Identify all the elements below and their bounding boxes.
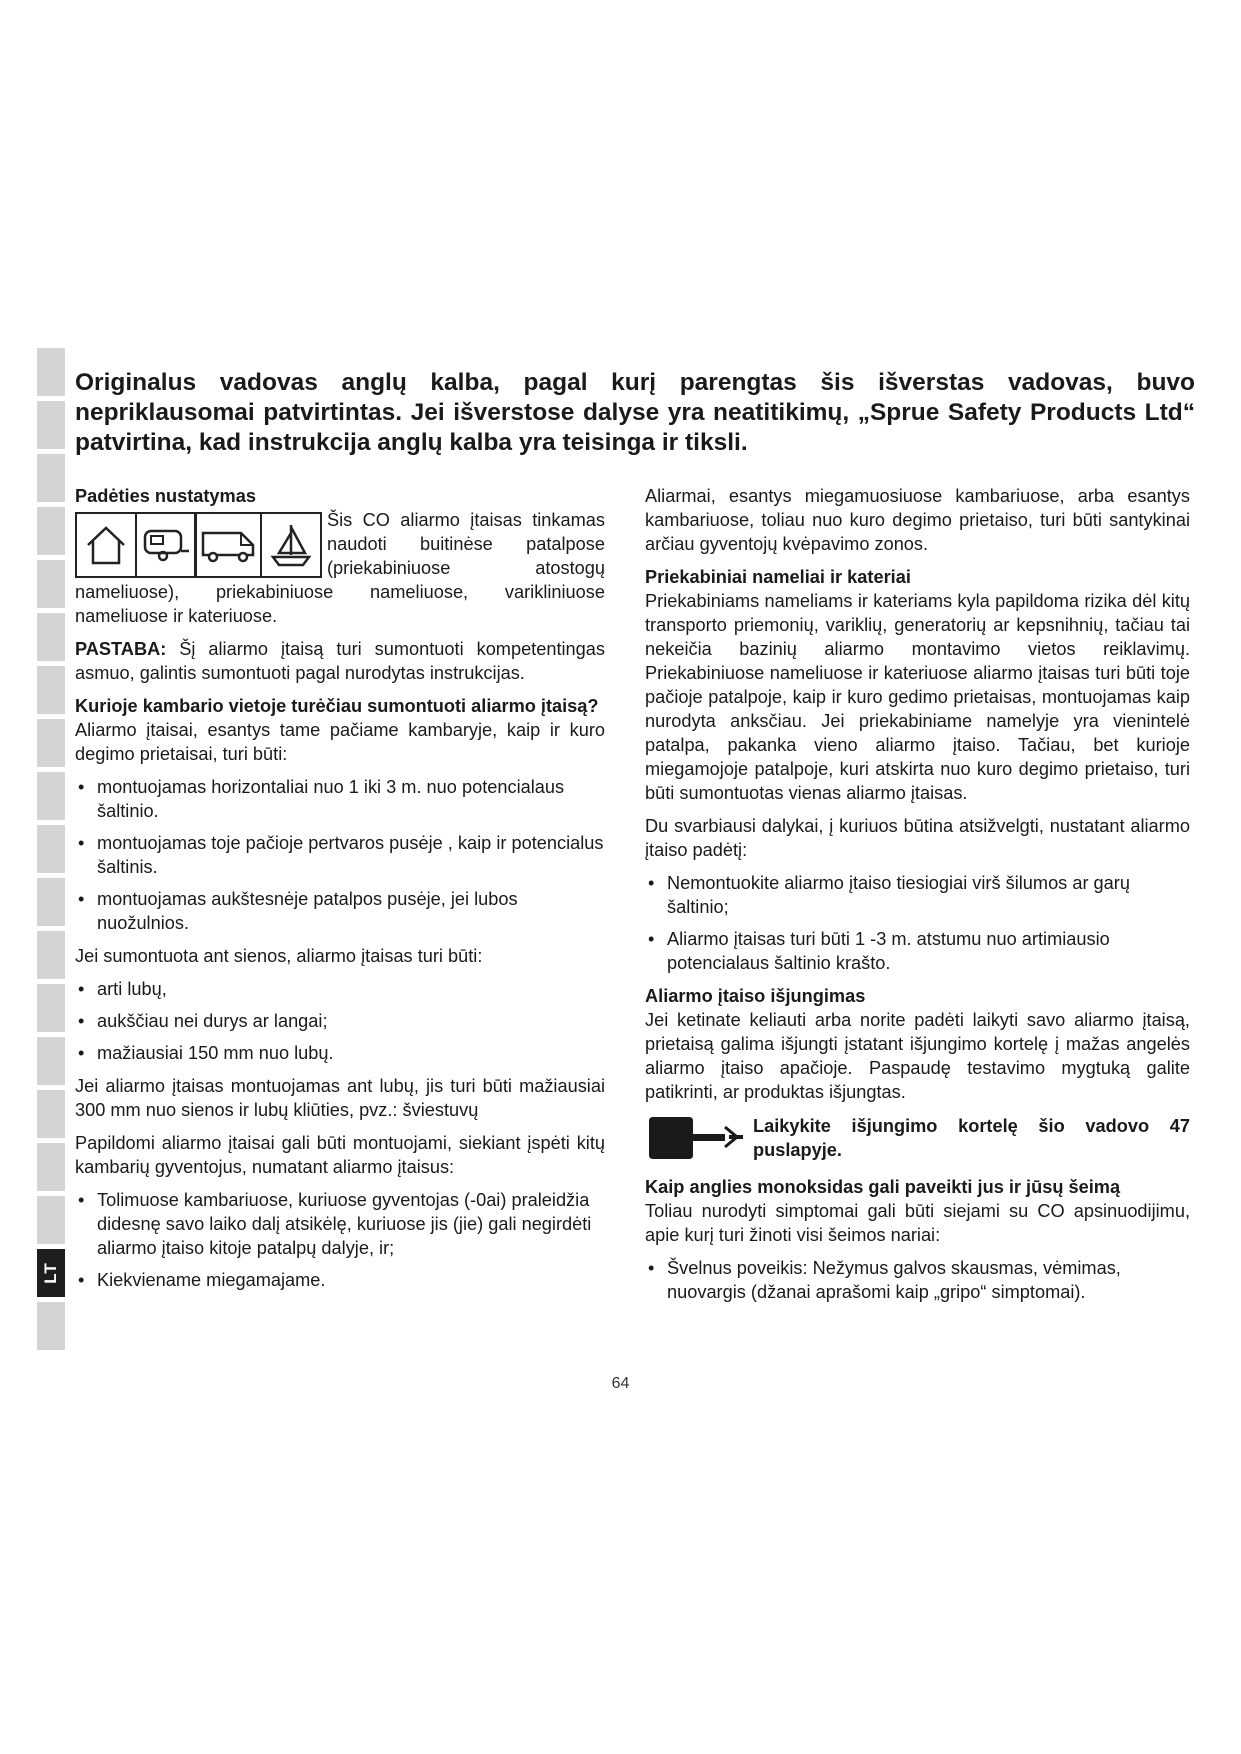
list-item: • Aliarmo įtaisas turi būti 1 -3 m. atstumu nuo artimiausio potencialaus šaltinio krašto.: [645, 927, 1190, 975]
heading-switching-off: Aliarmo įtaiso išjungimas: [645, 986, 866, 1006]
heading-positioning: Padėties nustatymas: [75, 486, 256, 506]
side-tab: [37, 348, 65, 396]
caravan-icon: [135, 512, 197, 578]
caravans-paragraph: Priekabiniams nameliams ir kateriams kyla papildoma rizika dėl kitų transporto priemonių, variklių, generatorių ar kepsnihnių, tačiau tai nekeičia bazinių aliarmo montavimo vietos reiklavimų. Priekabiniuose nameliuose ir kateriuose aliarmo įtaisas turi būti toje pačioje patalpoje, kaip ir kuro gedimo prietaisas, montuojamas kaip nurodyta anksčiau. Jei priekabiniame namelyje yra vienintelė patalpa, pakanka vieno aliarmo įtaiso. Tačiau, bet kurioje miegamojoje patalpoje, kuri atskirta nuo kuro degimo prietaiso, turi būti sumontuotas vienas aliarmo įtaisas.: [645, 591, 1190, 803]
list-item: • arti lubų,: [75, 977, 605, 1001]
motorhome-icon: [194, 512, 262, 578]
card-note-text: Laikykite išjungimo kortelę šio vadovo 47 puslapyje.: [753, 1116, 1190, 1160]
additional-alarms-list: [75, 1188, 605, 1292]
side-tab: [37, 772, 65, 820]
list-item: • aukščiau nei durys ar langai;: [75, 1009, 605, 1033]
side-tab: [37, 825, 65, 873]
list-item: • montuojamas toje pačioje pertvaros pusėje , kaip ir potencialus šaltinis.: [75, 831, 605, 879]
heading-co-effects: Kaip anglies monoksidas gali paveikti jus ir jūsų šeimą: [645, 1177, 1121, 1197]
right-column: [645, 484, 1190, 1313]
side-tab: [37, 1302, 65, 1350]
list-item: • montuojamas aukštesnėje patalpos pusėje, jei lubos nuožulnios.: [75, 887, 605, 935]
wall-mount-paragraph: Jei sumontuota ant sienos, aliarmo įtaisas turi būti:: [75, 946, 483, 966]
page-number: 64: [611, 1375, 630, 1392]
list-item: • montuojamas horizontaliai nuo 1 iki 3 m. nuo potencialaus šaltinio.: [75, 775, 605, 823]
side-tab: [37, 719, 65, 767]
left-column: [75, 484, 605, 1301]
location-icons: [75, 512, 319, 578]
side-tab: [37, 666, 65, 714]
side-tab: [37, 1143, 65, 1191]
side-tab: [37, 931, 65, 979]
wall-mount-list: [75, 977, 605, 1065]
card-note: [645, 1113, 1190, 1163]
switch-off-card-icon: [645, 1113, 745, 1163]
bedroom-alarms-paragraph: Aliarmai, esantys miegamuosiuose kambariuose, arba esantys kambariuose, toliau nuo kuro degimo prietaiso, turi būti santykinai arčiau gyventojų kvėpavimo zonos.: [645, 486, 1190, 554]
side-tab: [37, 560, 65, 608]
list-item: • Tolimuose kambariuose, kuriuose gyventojas (-0ai) praleidžia didesnę savo laiko dalį atsikėlę, kuriuose jis (jie) gali negirdėti aliarmo įtaiso kitoje patalpų dalyje, ir;: [75, 1188, 605, 1260]
list-item: • mažiausiai 150 mm nuo lubų.: [75, 1041, 605, 1065]
side-tab-label: LT: [40, 1262, 60, 1284]
side-tab: [37, 1037, 65, 1085]
side-tabs: [37, 348, 65, 1355]
note-paragraph: [75, 637, 605, 685]
note-label: PASTABA:: [75, 639, 167, 659]
side-tab: [37, 507, 65, 555]
ceiling-mount-paragraph: Jei aliarmo įtaisas montuojamas ant lubų, jis turi būti mažiausiai 300 mm nuo sienos ir lubų kliūties, pvz.: šviestuvų: [75, 1076, 605, 1120]
side-tab: [37, 878, 65, 926]
same-room-list: [75, 775, 605, 935]
side-tab-lt: [37, 1249, 65, 1297]
side-tab: [37, 613, 65, 661]
side-tab: [37, 1196, 65, 1244]
key-points-list: [645, 871, 1190, 975]
side-tab: [37, 401, 65, 449]
list-item: • Švelnus poveikis: Nežymus galvos skausmas, vėmimas, nuovargis (džanai aprašomi kaip „gripo“ simptomai).: [645, 1256, 1190, 1304]
heading-where-to-install: Kurioje kambario vietoje turėčiau sumontuoti aliarmo įtaisą?: [75, 696, 599, 716]
list-item: • Nemontuokite aliarmo įtaiso tiesiogiai virš šilumos ar garų šaltinio;: [645, 871, 1190, 919]
boat-icon: [260, 512, 322, 578]
same-room-paragraph: Aliarmo įtaisai, esantys tame pačiame kambaryje, kaip ir kuro degimo prietaisai, turi būti:: [75, 720, 605, 764]
heading-caravans-boats: Priekabiniai nameliai ir kateriai: [645, 567, 911, 587]
side-tab: [37, 454, 65, 502]
key-points-paragraph: Du svarbiausi dalykai, į kuriuos būtina atsižvelgti, nustatant aliarmo įtaiso padėtį:: [645, 816, 1190, 860]
side-tab: [37, 1090, 65, 1138]
note-text: Šį aliarmo įtaisą turi sumontuoti kompetentingas asmuo, galintis sumontuoti pagal nurodytas instrukcijas.: [75, 639, 605, 683]
additional-alarms-paragraph: Papildomi aliarmo įtaisai gali būti montuojami, siekiant įspėti kitų kambarių gyventojus, numatant aliarmo įtaisus:: [75, 1133, 605, 1177]
intro-paragraph: Originalus vadovas anglų kalba, pagal kurį parengtas šis išverstas vadovas, buvo nepriklausomai patvirtintas. Jei išverstose dalyse yra neatitikimų, „Sprue Safety Products Ltd“ patvirtina, kad instrukcija anglų kalba yra teisinga ir tiksli.: [75, 369, 1195, 456]
list-item: • Kiekviename miegamajame.: [75, 1268, 605, 1292]
positioning-paragraph: Šis CO aliarmo įtaisas tinkamas naudoti buitinėse patalpose (priekabiniuose atostogų nameliuose), priekabiniuose nameliuose, varikliniuose nameliuose ir kateriuose.: [75, 510, 605, 626]
symptoms-paragraph: Toliau nurodyti simptomai gali būti siejami su CO apsinuodijimu, apie kurį turi žinoti visi šeimos nariai:: [645, 1201, 1190, 1245]
side-tab: [37, 984, 65, 1032]
switch-off-paragraph: Jei ketinate keliauti arba norite padėti laikyti savo aliarmo įtaisą, prietaisą galima išjungti įstatant išjungimo kortelę į mažas angelės aliarmo įtaiso apačioje. Paspaudę testavimo mygtuką galite patikrinti, ar produktas išjungtas.: [645, 1010, 1190, 1102]
house-icon: [75, 512, 137, 578]
symptoms-list: [645, 1256, 1190, 1304]
